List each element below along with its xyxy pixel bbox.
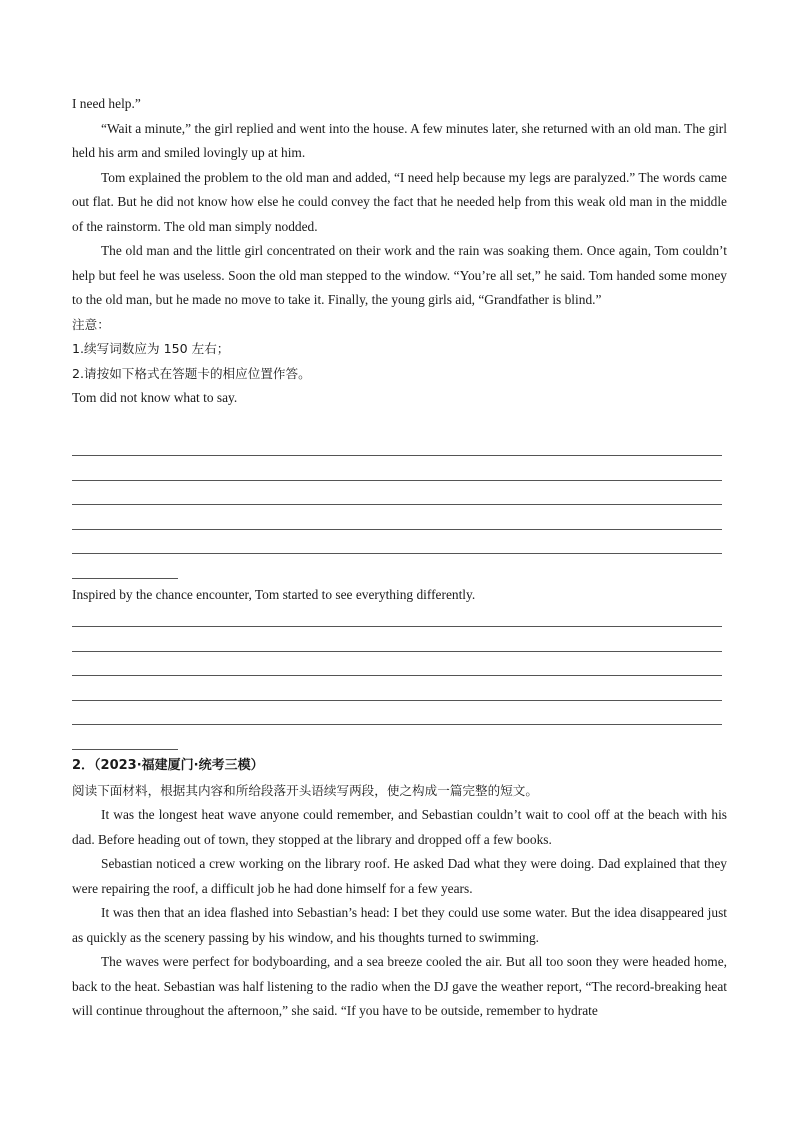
story-paragraph: It was then that an idea flashed into Sebastian’s head: I bet they could use some water. But the idea disappeared just as quickly as the scenery passing by his window, and his thoughts turned to swimming. — [72, 905, 727, 945]
writing-prompt-1: Tom did not know what to say. — [72, 390, 238, 405]
answer-line — [72, 675, 722, 676]
writing-prompt-2: Inspired by the chance encounter, Tom started to see everything differently. — [72, 587, 476, 602]
answer-line — [72, 504, 722, 505]
question-2-title: 2．（2023·福建厦门·统考三模） — [72, 758, 264, 773]
answer-line-short — [72, 749, 178, 750]
answer-line — [72, 553, 722, 554]
answer-line — [72, 480, 722, 481]
story-paragraph: Sebastian noticed a crew working on the library roof. He asked Dad what they were doing. Dad explained that they were repairing the roof, a difficult job he had done himself for a few years. — [72, 856, 727, 896]
answer-line — [72, 626, 722, 627]
answer-line — [72, 651, 722, 652]
answer-line — [72, 455, 722, 456]
question-2 — [72, 754, 727, 1024]
notes-item-2: 2.请按如下格式在答题卡的相应位置作答。 — [72, 365, 311, 381]
answer-lines-2 — [72, 626, 727, 750]
writing-prompt-2-block — [72, 583, 727, 608]
answer-lines-1 — [72, 455, 727, 579]
answer-line — [72, 529, 722, 530]
passage-paragraph: The old man and the little girl concentrated on their work and the rain was soaking them. Once again, Tom couldn’t help but feel he was useless. Soon the old man stepped to the window. “You’re all set,” he said. Tom handed some money to the old man, but he made no move to take it. Finally, the young girls aid, “Grandfather is blind.” — [72, 243, 727, 307]
passage-1 — [72, 92, 727, 411]
notes-heading: 注意： — [72, 316, 110, 332]
answer-line — [72, 724, 722, 725]
passage-line: I need help.” — [72, 96, 141, 111]
answer-line-short — [72, 578, 178, 579]
question-2-instruction: 阅读下面材料，根据其内容和所给段落开头语续写两段，使之构成一篇完整的短文。 — [72, 782, 538, 798]
passage-paragraph: “Wait a minute,” the girl replied and went into the house. A few minutes later, she returned with an old man. The girl held his arm and smiled lovingly up at him. — [72, 120, 727, 160]
story-paragraph: It was the longest heat wave anyone could remember, and Sebastian couldn’t wait to cool off at the beach with his dad. Before heading out of town, they stopped at the library and dropped off a few books. — [72, 807, 727, 847]
answer-line — [72, 700, 722, 701]
notes-item-1: 1.续写词数应为 150 左右； — [72, 341, 230, 356]
passage-paragraph: Tom explained the problem to the old man and added, “I need help because my legs are paralyzed.” The words came out flat. But he did not know how else he could convey the fact that he needed help from this weak old man in the middle of the rainstorm. The old man simply nodded. — [72, 169, 727, 234]
story-paragraph: The waves were perfect for bodyboarding, and a sea breeze cooled the air. But all too soon they were headed home, back to the heat. Sebastian was half listening to the radio when the DJ gave the weather report, “The record-breaking heat will continue throughout the afternoon,” she said. “If you have to be outside, remember to hydrate — [72, 954, 727, 1018]
